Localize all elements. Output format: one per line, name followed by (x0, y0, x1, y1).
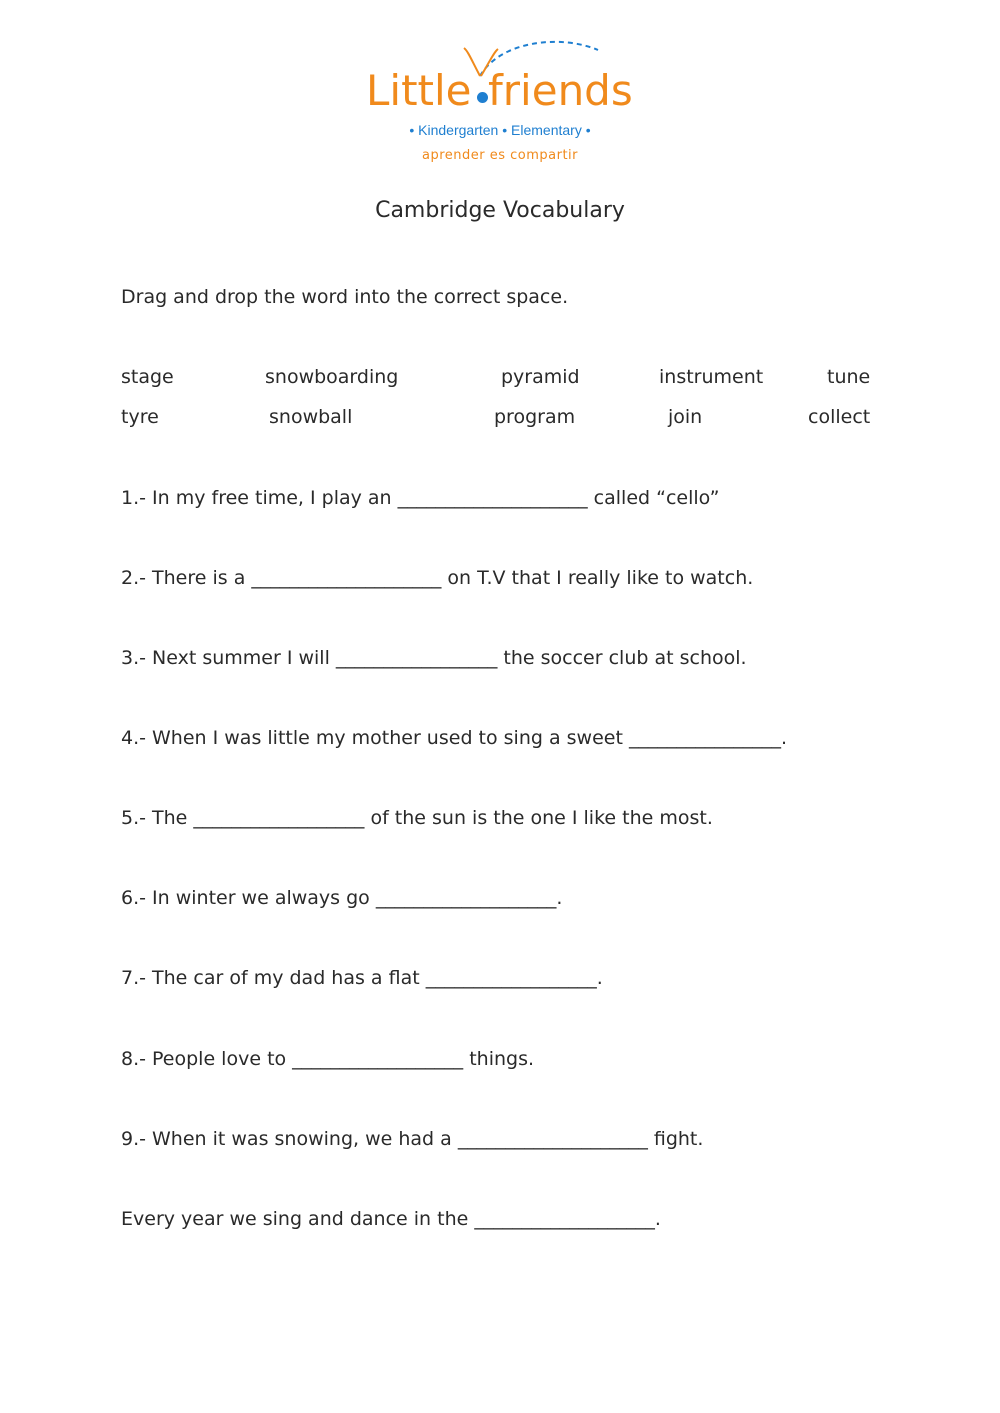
exercise-sentence[interactable]: 5.- The __________________ of the sun is the one I like the most. (121, 807, 713, 829)
school-logo (360, 36, 640, 176)
word-bank-item[interactable]: snowboarding (265, 366, 399, 388)
exercise-sentence[interactable]: 8.- People love to __________________ things. (121, 1048, 535, 1070)
word-bank-item[interactable]: tyre (121, 406, 159, 428)
instruction-text: Drag and drop the word into the correct space. (121, 286, 569, 308)
logo-tagline: aprender es compartir (421, 148, 579, 163)
logo-word-friends: friends (488, 66, 633, 115)
exercise-sentence[interactable]: 6.- In winter we always go ___________________. (121, 887, 563, 909)
exercise-sentence[interactable]: 7.- The car of my dad has a flat __________________. (121, 967, 603, 989)
exercise-sentence[interactable]: 9.- When it was snowing, we had a ____________________ fight. (121, 1128, 704, 1150)
exercise-sentence[interactable]: 3.- Next summer I will _________________ the soccer club at school. (121, 647, 747, 669)
exercise-sentence[interactable]: Every year we sing and dance in the ___________________. (121, 1208, 661, 1230)
logo-word-little: Little (366, 66, 472, 115)
exercise-sentence[interactable]: 1.- In my free time, I play an ____________________ called “cello” (121, 487, 720, 509)
word-bank-item[interactable]: tune (827, 366, 871, 388)
word-bank-item[interactable]: instrument (659, 366, 764, 388)
word-bank-item[interactable]: collect (808, 406, 871, 428)
word-bank-item[interactable]: stage (121, 366, 174, 388)
exercise-sentence[interactable]: 2.- There is a ____________________ on T.V that I really like to watch. (121, 567, 754, 589)
exercise-sentence[interactable]: 4.- When I was little my mother used to sing a sweet ________________. (121, 727, 788, 749)
logo-dot-icon (477, 92, 488, 103)
logo-subtitle: • Kindergarten • Elementary • (409, 122, 591, 138)
word-bank-item[interactable]: program (494, 406, 576, 428)
word-bank-item[interactable]: snowball (269, 406, 353, 428)
page-title: Cambridge Vocabulary (375, 198, 625, 223)
word-bank-item[interactable]: pyramid (501, 366, 580, 388)
word-bank-item[interactable]: join (668, 406, 703, 428)
